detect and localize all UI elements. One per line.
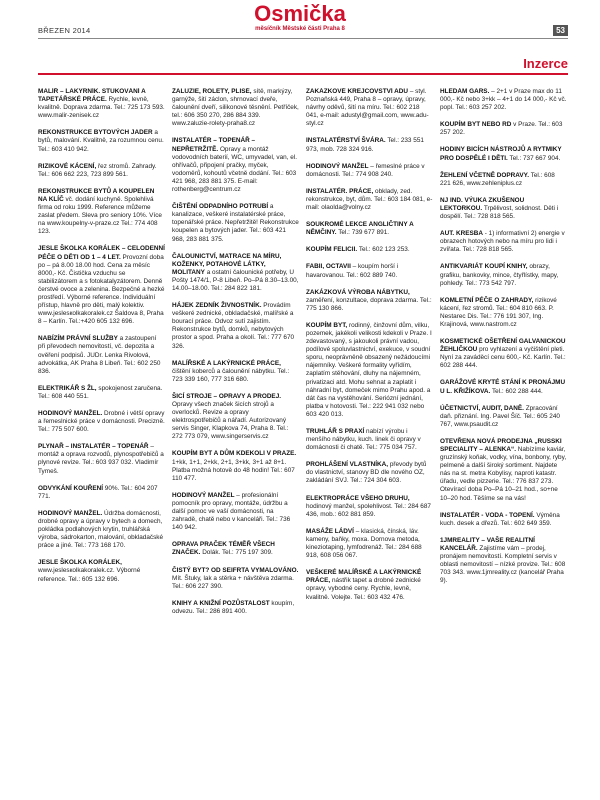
classified-ad [306,263,433,279]
classified-ad [38,335,165,375]
ad-title: MALÍŘSKÉ A LAKÝRNICKÉ PRÁCE, [172,359,281,367]
classified-ad [306,289,433,313]
ad-body: Opravy všech značek šicích strojů a overlocků. Revize a opravy elektrospotřebičů a nářadí. Autorizovaný servis Singer, Klapkova 74, Praha 8. Tel.: 272 773 079, www.singerservis.cz [172,401,289,441]
header-rule [38,38,568,39]
ads-column-1 [38,88,165,793]
ad-title: ZAKÁZKOVÉ KREJČOVSTVÍ ADU [306,88,409,95]
ad-body: Drobné i větší opravy a řemeslnické práce v domácnosti. Precizně. Tel.: 775 507 600. [38,410,165,434]
classified-ad [440,405,567,429]
ad-title: KOUPÍM FELICII. [306,246,358,254]
classified-ad [306,137,433,153]
ad-body: Opravy a montáž vodovodních baterií, WC, umyvadel, van, el. ohřívačů, připojení pračky, myček, vodoměrů, kohoutů včetně dodání. Tel.: 603 421 968, 283 881 375. E-mail: rothenberg@centrum.cz [172,145,298,194]
classified-ad [440,537,567,586]
ad-title: ZAKÁZKOVÁ VÝROBA NÁBYTKU, [306,288,410,296]
ad-title: KOUPÍM BYT NEBO RD [440,121,512,129]
ad-title: ŠICÍ STROJE – OPRAVY A PRODEJ. [172,392,282,400]
classified-ad [172,393,299,442]
ad-body: – koupím horší i havarovanou. Tel.: 602 889 740. [306,263,399,279]
ad-title: ŽEHLENÍ VČETNĚ DOPRAVY. [440,171,530,179]
ad-body: v Praze. Tel.: 603 257 202. [440,121,563,137]
ad-body: Zpracování daň. přiznání. Ing. Pavel Šíč. Tel.: 605 240 767, www.psaudit.cz [440,404,560,428]
ad-title: ČISTÝ BYT? OD SEIFRTA VYMALOVÁNO. [172,566,299,574]
ads-column-3 [306,88,433,793]
ad-title: 1JMREALITY – VAŠE REALITNÍ KANCELÁŘ. [440,536,535,552]
ads-columns [38,88,568,793]
ads-column-4 [440,88,567,793]
ad-body: – profesionální pomocník pro opravy, montáže, údržbu a další pomoc ve vaší domácnosti, na zahradě, chatě nebo v kanceláři. Tel.: 736 140 942. [172,491,291,532]
ad-body: Trpělivost, solidnost. Děti i dospělí. Tel.: 728 818 565. [440,204,559,221]
classified-ad [440,338,567,370]
classified-ad [172,450,299,482]
classified-ad [440,297,567,329]
classified-ad [306,428,433,452]
ad-title: ODVYKÁNÍ KOUŘENÍ [38,484,103,492]
ad-title: KNIHY A KNIŽNÍ POZŮSTALOST [172,599,270,607]
ad-title: HODINOVÝ MANŽEL [172,491,235,499]
ad-title: REKONSTRUKCE BYTOVÝCH JADER [38,129,153,137]
ad-title: RIZIKOVÉ KÁCENÍ, [38,162,97,170]
ad-title: HLEDÁM GARS. [440,88,490,95]
ad-title: FABII, OCTAVII [306,263,351,271]
ad-title: MALÍŘ – LAKÝRNÍK. ŠTUKOVÁNÍ A TAPETÁŘSKÉ PRÁCE. [38,88,146,104]
ad-body: nabízí výrobu i menšího nábytku, kuch. linek či opravy v domácnosti či chatě. Tel.: 775 034 757. [306,428,421,452]
classified-ad [440,88,567,112]
classified-ad [440,512,567,528]
ad-title: SOUKROMÉ LEKCE ANGLIČTINY A NĚMČINY. [306,221,414,237]
ad-title: PROHLÁŠENÍ VLASTNÍKA, [306,461,389,469]
ad-body: sítě, markýzy, garnýže, šití záclon, shrnovací dveře, čalounění dveří, silikonové těsnění. Petříček, tel.: 606 350 270, 286 884 339. www.zaluzie-rolety-praha8.cz [172,88,299,128]
ad-body: koupím, odvezu. Tel.: 286 891 400. [172,599,295,615]
ad-body: Výměna kuch. desek a dřezů. Tel.: 602 649 359. [440,511,560,527]
classified-ad [306,461,433,485]
ad-body: 1+kk, 1+1, 2+kk, 2+1, 3+kk, 3+1 až 8+1. Platba možná hotově do 48 hodin! Tel.: 607 110 477. [172,458,295,482]
ad-title: ANTIKVARIÁT KOUPÍ KNIHY, [440,263,528,271]
classified-ad [440,121,567,137]
classified-ad [306,569,433,601]
ad-title: GARÁŽOVÉ KRYTÉ STÁNÍ K PRONÁJMU U L. KŘIŽÍKOVA. [440,379,566,395]
ad-body: Tel.: 608 221 626, www.zehleniplus.cz [440,171,555,187]
classified-ad [172,541,299,557]
ad-body: převody bytů do vlastnictví, stanovy BD dle nového OZ, zakládání SVJ. Tel.: 724 304 603. [306,461,427,485]
ad-title: ŽALUZIE, ROLETY, PLISÉ, [172,88,252,95]
ad-body: – klasická, čínská, láv. kameny, baňky, moxa. Dornova metoda, kineziotaping, lymfodrenáž. Tel.: 284 688 918, 608 056 067. [306,527,422,560]
ad-title: JESLE ŠKOLKA KORÁLEK – CELODENNÍ PÉČE O DĚTI OD 1 – 4 LET. [38,245,165,261]
ad-body: - 1) informativní 2) energie v obrazech hotových nebo na míru pro lidi i zvířata. Tel.: 728 818 565. [440,230,565,254]
ad-body: Nabízíme kaviár, gruzínský koňak, vodky, vína, bonbony, ryby, pelmeně a další široký sortiment. Najdete nás na st. metra Kobylisy, naproti katastr. úřadu, vedle pizzerie. Tel.: 776 837 273. Otevírací doba Po–Pá 10–21 hod., so+ne 10–20 hod. Těšíme se na vás! [440,446,567,502]
masthead [0,2,600,33]
ad-body: Tel.: 739 677 891. [338,229,390,237]
ad-title: KOUPÍM BYT, [306,321,348,329]
issue-date: BŘEZEN 2014 [38,26,91,35]
ad-body: 90%. Tel.: 604 207 771. [38,484,158,500]
ad-body: Provozní doba po – pá 8.00 18.00 hod. Cena za měsíc 8000,- Kč. Čistička vzduchu se stabilizátorem a s fotokatalyzátorem. Denně čerstvé ovoce a zelenina. Bezpečné a hezké prostředí. Výborné reference. Individuální přístup, hlavně pro děti, malý kolektiv. www.jeslesкolkakoralek.cz Šaldova 8, Praha 8 – Karlín. Tel.:+420 605 132 696. [38,253,165,326]
classified-ad [306,188,433,212]
classified-ad [306,163,433,179]
ad-body: – 2+1 v Praze max do 11 000,- Kč nebo 3+kk – 4+1 do 14 000,- Kč vč. popl. Tel.: 603 257 202. [440,88,567,112]
classified-ad [38,188,165,237]
classified-ad [172,88,299,128]
ad-title: NJ IND. VÝUKA ZKUŠENOU LEKTORKOU. [440,196,525,212]
page-number: 53 [553,25,568,36]
ad-body: Tel.: 602 123 253. [358,246,410,254]
ad-body: Provádím veškeré zednické, obkladačské, malířské a bourací práce. Odvoz sutí zajistím. Rekonstrukce bytů, domků, nebytových prostor a spod. Praha a okolí. Tel.: 777 670 326. [172,302,295,350]
classified-ad [440,146,567,162]
ad-title: INSTALATÉR – TOPENÁŘ – NEPŘETRŽITĚ. [172,137,256,153]
ad-title: HODINOVÝ MANŽEL. [38,410,103,417]
ad-body: Tel.: 602 288 444. [491,387,543,395]
classified-ad [440,379,567,395]
classified-ad [306,495,433,519]
ad-title: MASÁŽE LÁDVÍ [306,527,354,535]
classified-ad [440,438,567,503]
ad-body: zaměření, konzultace, doprava zdarma. Tel.: 775 130 866. [306,296,432,312]
classified-ad [38,485,165,501]
ad-body: Tel.: 737 667 904. [509,154,561,162]
ad-body: rizikové kácení, řez stromů. Tel.: 604 810 663. P. Nestarec Dis. Tel.: 776 191 307, Ing. Krajinová, www.nastrom.cz [440,296,557,328]
classified-ad [172,137,299,194]
ad-title: INSTALATÉRSTVÍ ŠVÁRA. [306,137,386,145]
ad-body: spokojenost zaručena. Tel.: 608 440 551. [38,384,163,400]
ad-body: – montáž a oprava rozvodů, plynospotřebičů a plynové revize. Tel.: 603 937 032. Vladimír Tymeš. [38,443,164,475]
ad-body: čištění koberců a čalounění nábytku. Tel.: 723 339 160, 777 316 680. [172,367,290,383]
ad-body: obrazy, grafiku, bankovky, mince, čtyřlístky, mapy, pohledy. Tel.: 773 542 797. [440,263,559,287]
classified-ad [172,360,299,384]
ad-body: obklady, zed. rekonstrukce, byt, dům. Tel.: 603 184 081, e-mail: olaolda@volny.cz [306,187,433,212]
ad-title: VEŠKERÉ MALÍŘSKÉ A LAKÝRNICKÉ PRÁCE, [306,569,422,585]
classified-ad [172,600,299,616]
ad-title: JESLE ŠKOLKA KORÁLEK, [38,559,122,567]
ad-body: Tel.: 233 551 973, mob. 728 324 916. [306,137,424,153]
classified-ad [38,385,165,401]
classified-ad [38,410,165,434]
classified-ad [172,302,299,351]
classified-ad [440,230,567,254]
classified-ad [306,88,433,128]
ad-title: ČALOUNICTVÍ, MATRACE NA MÍRU, KOŽENKY, POTAHOVÉ LÁTKY, MOLITANY [172,252,282,276]
classified-ad [38,443,165,475]
ad-title: TRUHLÁŘ S PRAXÍ [306,428,365,435]
ad-title: PLYNAŘ – INSTALATÉR – TOPENÁŘ [38,443,149,451]
ad-body: hodinový manžel, spolehlivost. Tel.: 284 687 436, mob.: 602 881 859. [306,502,431,518]
section-rule [38,73,568,75]
ads-column-2 [172,88,299,793]
ad-body: řez stromů. Zahrady. Tel.: 606 662 223, 723 899 561. [38,162,157,178]
ad-title: HODINY BICÍCH NÁSTROJŮ A RYTMIKY PRO DOSPĚLÉ I DĚTI. [440,146,562,162]
ad-title: KOUPÍM BYT A DŮM KDEKOLI V PRAZE. [172,450,297,458]
ad-body: Údržba domácnosti, drobné opravy a úpravy v bytech a domech, pokládka podlahových krytin, truhlářská výroba, sádrokarton, malování, obkladačské práce a jiné. Tel.: 773 168 170. [38,509,164,550]
ad-body: nástřik tapet a drobné zednické opravy, vybodné ceny. Rychle, levně, kvalitně. Volejte. Tel.: 603 432 476. [306,577,421,601]
classified-ad [306,528,433,560]
brand-subtitle: měsíčník Městské části Praha 8 [255,26,345,32]
section-title: Inzerce [523,56,568,71]
ad-body: a bytů, malování. Kvalitně, za rozumnou cenu. Tel.: 603 410 942. [38,129,164,153]
ad-title: ČIŠTĚNÍ ODPADNÍHO POTRUBÍ [172,203,269,211]
ad-body: – řemeslné práce v domácnosti. Tel.: 774 908 240. [306,162,425,178]
ad-title: KOMLETNÍ PÉČE O ZAHRADY, [440,296,534,304]
ad-title: REKONSTRUKCE BYTŮ A KOUPELEN NA KLÍČ [38,187,155,203]
brand-name: Osmička [254,1,346,26]
ad-body: a ostatní čalounické potřeby, U Pošty 1474/1, P-8 Libeň. Po–Pá 8.30–13.00, 14.00–18.00. Tel.: 284 822 181. [172,268,299,292]
classified-ad [38,88,165,120]
ad-body: a kanalizace, veškeré instalatérské práce, topenářské práce. Nepřetržitě! Rekonstrukce koupelen a bytových jader. Tel.: 603 421 968, 283 881 375. [172,203,299,243]
classified-ad [172,567,299,591]
ad-title: KOSMETICKÉ OŠETŘENÍ GALVANICKOU ŽEHLIČKOU [440,338,566,354]
ad-title: ÚČETNICTVÍ, AUDIT, DANĚ. [440,404,524,412]
classified-ad [440,263,567,287]
ad-body: pro vyhlazení a vyčištění pleti. Nyní za zaváděcí cenu 600,- Kč. Karlín. Tel.: 602 288 444. [440,346,566,370]
classified-ad [172,492,299,532]
classified-ad [306,221,433,237]
ad-body: Dolák. Tel.: 775 197 309. [202,549,273,557]
ad-title: OPRAVA PRAČEK TÉMĚŘ VŠECH ZNAČEK. [172,541,275,557]
classified-ad [440,197,567,221]
ad-title: INSTALATÉR - VODA - TOPENÍ. [440,511,535,519]
ad-title: HODINOVÝ MANŽEL [306,162,369,170]
ad-body: rodinný, činžovní dům, vilku, pozemek, jakékoli velikosti kdekoli v Praze. I zdevastovaný, s jakoukoli právní vadou, podílové spoluvlastnictví, exekuce, v soudní sporu, neoprávněně obsazený nežádoucími nájemníky. Veškeré formality vyřídím, zaplatím stěhování, dluhy na nájemném, privatizaci atd. Mohu sehnat a zaplatit i náhradní byt, domeček mimo Prahu apod. a dát čas na vystěhování. Seriózní jednání, platba v hotovosti. Tel.: 222 941 032 nebo 603 420 013. [306,321,432,418]
ad-body: Mít. Štuky, lak a stěrka + návštěva zdarma. Tel.: 606 227 390. [172,574,294,590]
ad-body: a zastoupení při převodech nemovitostí, vč. depozita a ověření podpisů. JUDr. Lenka Rivolová, advokátka, AK Praha 8 Libeň. Tel.: 602 250 836. [38,335,161,375]
classified-ad [38,129,165,153]
ad-title: INSTALATÉR. PRÁCE, [306,187,374,195]
ad-body: Rychle, levně, kvalitně. Doprava zdarma. Tel.: 725 173 593. www.malir-zenisek.cz [38,96,165,120]
ad-body: Zajistíme vám – prodej, pronájem nemovitostí. Kompletní servis v oblasti nemovitostí – nízké provize. Tel.: 608 703 343. www.1jmreality.cz (kancelář Praha 9). [440,544,566,585]
ad-title: HÁJEK ZEDNÍK ŽIVNOSTNÍK. [172,302,262,310]
classified-ad [172,253,299,293]
ad-title: NABÍZÍM PRÁVNÍ SLUŽBY [38,335,118,343]
ad-title: HODINOVÝ MANŽEL. [38,509,103,517]
classified-ad [306,246,433,254]
classified-ad [172,203,299,243]
classified-ad [38,163,165,179]
ad-body: www.jeslesкolkakoralek.cz. Výborné reference. Tel.: 605 132 696. [38,567,141,583]
classified-ad [38,245,165,326]
classified-ad [38,559,165,583]
classified-ad [306,322,433,419]
classified-ad [38,510,165,550]
ad-body: – styl. Poznaňská 449, Praha 8 – opravy, úpravy, návrhy oděvů, šití na míru. Tel.: 602 218 041, e-mail: adustyl@gmail.com, www.adu-styl.cz [306,88,429,128]
ad-title: ELEKTROPRÁCE VŠEHO DRUHU, [306,494,410,502]
ad-body: vč. dodání kuchyně. Spolehlivá firma od roku 1999. Reference můžeme zaslat předem. Sleva pro seniory 10%. Více na www.koupelny-v-praze.cz Tel.: 774 408 123. [38,195,162,236]
ad-title: ELEKTRIKÁŘ S ŽL, [38,384,97,392]
classified-ad [440,172,567,188]
ad-title: AUT. KRESBA [440,230,483,238]
page-header [0,0,600,60]
ad-title: OTEVŘENA NOVÁ PRODEJNA „RUSSKI SPECIALITY – ALENKA“. [440,437,562,453]
